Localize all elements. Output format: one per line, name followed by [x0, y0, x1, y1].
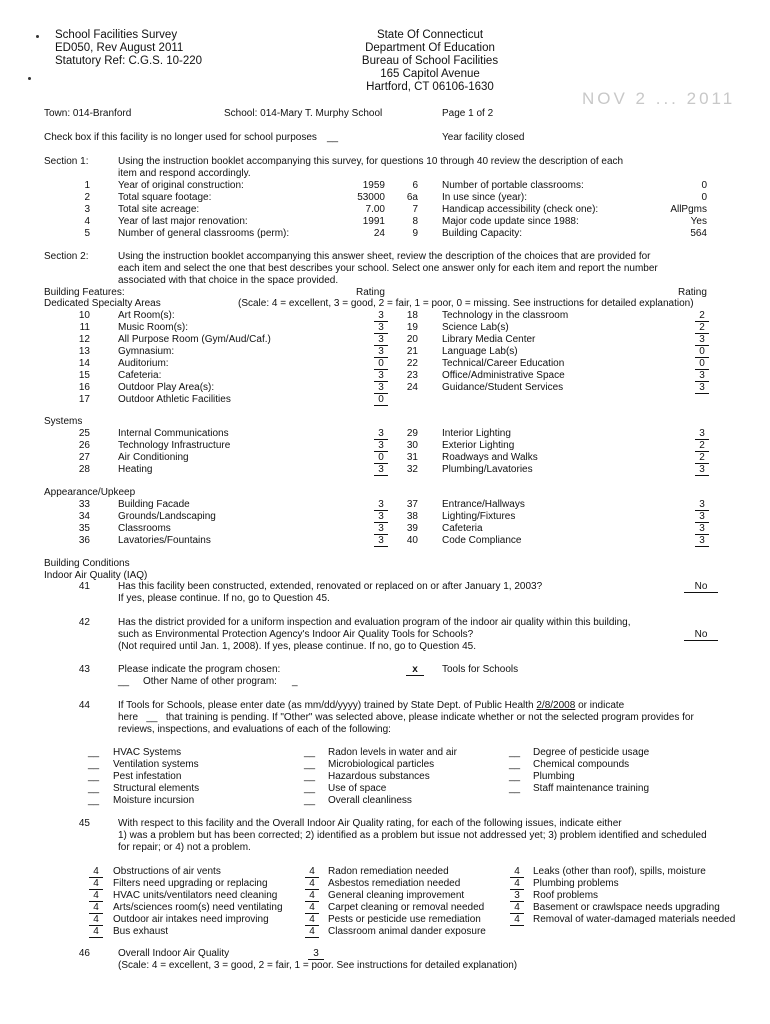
issue-label: Filters need upgrading or replacing: [113, 878, 268, 889]
item-label: Interior Lighting: [442, 428, 511, 439]
item-label: Air Conditioning: [118, 452, 189, 463]
item-value: 24: [373, 228, 385, 239]
q46-scale: (Scale: 4 = excellent, 3 = good, 2 = fair, 1 = poor. See instructions for detailed explanation): [118, 960, 518, 971]
question-number: 43: [78, 664, 90, 675]
item-number: 34: [78, 511, 90, 522]
item-label: Cafeteria:: [118, 370, 162, 381]
question-number: 44: [78, 700, 90, 711]
checklist-checkbox[interactable]: __: [88, 783, 100, 794]
item-number: 28: [78, 464, 90, 475]
issue-rating[interactable]: 4: [89, 890, 103, 902]
item-label: Roadways and Walks: [442, 452, 538, 463]
item-number: 40: [406, 535, 418, 546]
bureau-name: Bureau of School Facilities: [361, 55, 499, 67]
item-value: 7.00: [365, 204, 385, 215]
item-number: 1: [84, 180, 90, 191]
rating-value[interactable]: 3: [695, 523, 709, 535]
rating-value[interactable]: 0: [374, 452, 388, 464]
item-label: Outdoor Play Area(s):: [118, 382, 215, 393]
issue-rating[interactable]: 4: [89, 914, 103, 926]
checklist-checkbox[interactable]: __: [304, 771, 316, 782]
item-label: Number of general classrooms (perm):: [118, 228, 290, 239]
checklist-item-label: Radon levels in water and air: [328, 747, 457, 758]
rating-value[interactable]: 3: [374, 440, 388, 452]
item-number: 26: [78, 440, 90, 451]
item-number: 15: [78, 370, 90, 381]
appearance-heading: Appearance/Upkeep: [44, 487, 136, 498]
other-program-label: Other Name of other program:: [143, 676, 277, 687]
rating-value[interactable]: 3: [374, 511, 388, 523]
checklist-item-label: Microbiological particles: [328, 759, 435, 770]
item-number: 11: [79, 322, 90, 333]
rating-value[interactable]: 3: [695, 370, 709, 382]
scan-dot: [28, 77, 31, 80]
rating-value[interactable]: 3: [374, 464, 388, 476]
item-number: 22: [406, 358, 418, 369]
q44-pending-text: that training is pending. If "Other" was selected above, please indicate whether or not the selected program provides for: [165, 712, 694, 723]
item-number: 10: [78, 310, 90, 321]
rating-value[interactable]: 0: [374, 358, 388, 370]
form-title: School Facilities Survey: [55, 29, 178, 41]
checklist-item-label: Plumbing: [533, 771, 575, 782]
item-number: 29: [406, 428, 418, 439]
issue-rating[interactable]: 4: [89, 878, 103, 890]
section2-label: Section 2:: [44, 251, 89, 262]
rating-value[interactable]: 0: [374, 394, 388, 406]
building-conditions-heading: Building Conditions: [44, 558, 130, 569]
issue-rating[interactable]: 4: [305, 890, 319, 902]
rating-value[interactable]: 3: [374, 382, 388, 394]
no-longer-used-label: Check box if this facility is no longer used for school purposes: [44, 132, 317, 143]
question-number: 42: [78, 617, 90, 628]
item-label: Entrance/Hallways: [442, 499, 525, 510]
rating-value[interactable]: 2: [695, 452, 709, 464]
q45-text-3: for repair; or 4) not a problem.: [118, 842, 251, 853]
item-number: 13: [78, 346, 90, 357]
question-number: 45: [78, 818, 90, 829]
issue-rating[interactable]: 4: [89, 902, 103, 914]
issue-label: Plumbing problems: [533, 878, 619, 889]
address-city: Hartford, CT 06106-1630: [366, 81, 494, 93]
q44-text-3: reviews, inspections, and evaluations of each of the following:: [118, 724, 391, 735]
checklist-checkbox[interactable]: __: [304, 747, 316, 758]
item-label: Language Lab(s): [442, 346, 518, 357]
item-number: 9: [412, 228, 418, 239]
rating-value[interactable]: 2: [695, 440, 709, 452]
state-name: State Of Connecticut: [376, 29, 484, 41]
item-label: Building Capacity:: [442, 228, 523, 239]
item-number: 3: [84, 204, 90, 215]
item-number: 27: [78, 452, 90, 463]
systems-heading: Systems: [44, 416, 83, 427]
item-number: 24: [406, 382, 418, 393]
rating-value[interactable]: 3: [695, 511, 709, 523]
building-features-heading: Building Features:: [44, 287, 125, 298]
rating-value[interactable]: 3: [374, 535, 388, 547]
address-street: 165 Capitol Avenue: [380, 68, 480, 80]
rating-value[interactable]: 3: [374, 428, 388, 440]
issue-rating[interactable]: 4: [89, 866, 103, 878]
item-number: 19: [406, 322, 418, 333]
item-label: In use since (year):: [442, 192, 528, 203]
item-label: Code Compliance: [442, 535, 522, 546]
rating-scale: (Scale: 4 = excellent, 3 = good, 2 = fair, 1 = poor, 0 = missing. See instructions for detailed explanation): [238, 298, 694, 309]
issue-label: Asbestos remediation needed: [328, 878, 461, 889]
q45-text: With respect to this facility and the Overall Indoor Air Quality rating, for each of the following issues, indicate either: [118, 818, 622, 829]
item-label: Number of portable classrooms:: [442, 180, 584, 191]
issue-label: HVAC units/ventilators need cleaning: [113, 890, 278, 901]
q44-text-a: If Tools for Schools, please enter date (as mm/dd/yyyy) trained by State Dept. of Public Health: [118, 700, 534, 711]
tools-for-schools-checkbox[interactable]: x: [406, 664, 424, 676]
item-label: Music Room(s):: [118, 322, 189, 333]
rating-value[interactable]: 3: [374, 322, 388, 334]
issue-label: Carpet cleaning or removal needed: [328, 902, 485, 913]
item-value: 564: [690, 228, 707, 239]
checklist-checkbox[interactable]: __: [88, 747, 100, 758]
issue-rating[interactable]: 4: [305, 902, 319, 914]
item-value: 0: [701, 180, 707, 191]
rating-value[interactable]: 3: [695, 428, 709, 440]
item-number: 25: [78, 428, 90, 439]
item-number: 33: [78, 499, 90, 510]
rating-value[interactable]: 3: [695, 382, 709, 394]
item-label: Technology Infrastructure: [118, 440, 231, 451]
department-name: Department Of Education: [365, 42, 495, 54]
item-number: 17: [78, 394, 90, 405]
item-number: 38: [406, 511, 418, 522]
issue-rating[interactable]: 4: [305, 926, 319, 938]
item-label: Art Room(s):: [118, 310, 175, 321]
item-number: 8: [412, 216, 418, 227]
checklist-item-label: Hazardous substances: [328, 771, 430, 782]
scan-dot: [36, 35, 39, 38]
item-number: 31: [406, 452, 418, 463]
item-number: 6: [412, 180, 418, 191]
item-label: Guidance/Student Services: [442, 382, 564, 393]
q44-text: [118, 700, 624, 712]
rating-value[interactable]: 2: [695, 310, 709, 322]
checklist-item-label: Structural elements: [113, 783, 200, 794]
issue-label: Leaks (other than roof), spills, moisture: [533, 866, 706, 877]
statutory-ref: Statutory Ref: C.G.S. 10-220: [55, 55, 203, 67]
rating-value[interactable]: 0: [695, 358, 709, 370]
item-label: Exterior Lighting: [442, 440, 515, 451]
issue-label: Classroom animal dander exposure: [328, 926, 486, 937]
item-label: Total site acreage:: [118, 204, 200, 215]
issue-label: General cleaning improvement: [328, 890, 465, 901]
issue-rating[interactable]: 4: [510, 878, 524, 890]
item-label: Internal Communications: [118, 428, 229, 439]
no-longer-used-checkbox[interactable]: __: [327, 132, 339, 143]
checklist-item-label: Use of space: [328, 783, 387, 794]
item-label: Library Media Center: [442, 334, 536, 345]
q44-here: here: [118, 712, 139, 723]
issue-label: Radon remediation needed: [328, 866, 449, 877]
q45-text-2: 1) was a problem but has been corrected; 2) identified as a problem but issue not addressed yet; 3) problem identified and scheduled: [118, 830, 707, 841]
q41-text: Has this facility been constructed, extended, renovated or replaced on or after January 1, 2003?: [118, 581, 543, 592]
item-label: Cafeteria: [442, 523, 483, 534]
checklist-item-label: Moisture incursion: [113, 795, 195, 806]
issue-label: Removal of water-damaged materials needed: [533, 914, 736, 925]
item-label: Technology in the classroom: [442, 310, 569, 321]
item-value: 1959: [362, 180, 385, 191]
q42-instruction: (Not required until Jan. 1, 2008). If yes, please continue. If no, go to Question 45.: [118, 641, 476, 652]
item-number: 14: [78, 358, 90, 369]
q46-answer[interactable]: 3: [308, 948, 324, 960]
issue-rating[interactable]: 4: [510, 902, 524, 914]
q44-text-b: or indicate: [578, 700, 625, 711]
checklist-checkbox[interactable]: __: [88, 771, 100, 782]
other-program-name[interactable]: _: [292, 676, 298, 687]
item-label: Plumbing/Lavatories: [442, 464, 533, 475]
item-label: Lavatories/Fountains: [118, 535, 211, 546]
issue-rating[interactable]: 4: [89, 926, 103, 938]
checklist-checkbox[interactable]: __: [509, 747, 521, 758]
checklist-item-label: Pest infestation: [113, 771, 182, 782]
form-revision: ED050, Rev August 2011: [55, 42, 184, 54]
iaq-heading: Indoor Air Quality (IAQ): [44, 570, 148, 581]
item-number: 23: [406, 370, 418, 381]
issue-label: Roof problems: [533, 890, 599, 901]
item-number: 32: [406, 464, 418, 475]
issue-label: Arts/sciences room(s) need ventilating: [113, 902, 283, 913]
item-label: Total square footage:: [118, 192, 212, 203]
issue-rating[interactable]: 4: [305, 914, 319, 926]
item-number: 36: [78, 535, 90, 546]
rating-value[interactable]: 3: [374, 310, 388, 322]
rating-value[interactable]: 3: [374, 523, 388, 535]
item-number: 35: [78, 523, 90, 534]
section1-label: Section 1:: [44, 156, 89, 167]
issue-label: Pests or pesticide use remediation: [328, 914, 481, 925]
checklist-item-label: Overall cleanliness: [328, 795, 412, 806]
item-label: Technical/Career Education: [442, 358, 565, 369]
checklist-checkbox[interactable]: __: [304, 795, 316, 806]
item-number: 6a: [406, 192, 418, 203]
checklist-item-label: Chemical compounds: [533, 759, 630, 770]
item-label: Gymnasium:: [118, 346, 175, 357]
item-number: 16: [78, 382, 90, 393]
year-closed-label: Year facility closed: [442, 132, 525, 143]
item-label: Outdoor Athletic Facilities: [118, 394, 231, 405]
other-program-checkbox[interactable]: __: [118, 676, 130, 687]
item-number: 37: [406, 499, 418, 510]
item-label: Grounds/Landscaping: [118, 511, 216, 522]
rating-value[interactable]: 3: [695, 334, 709, 346]
q44-training-date[interactable]: 2/8/2008: [536, 700, 576, 711]
section2-intro: Using the instruction booklet accompanying this answer sheet, review the description of the choices that are provided for each item and select the one that best describes your school. Select one answer only for each item and report the number associated with that choice in the space provided.: [118, 251, 658, 286]
checklist-checkbox[interactable]: __: [88, 795, 100, 806]
item-value: Yes: [690, 216, 707, 227]
item-number: 5: [84, 228, 90, 239]
checklist-item-label: Staff maintenance training: [533, 783, 650, 794]
checklist-checkbox[interactable]: __: [509, 783, 521, 794]
checklist-item-label: Ventilation systems: [113, 759, 199, 770]
q44-text-2: [118, 712, 694, 724]
item-label: Classrooms: [118, 523, 171, 534]
rating-value[interactable]: 3: [695, 535, 709, 547]
rating-value[interactable]: 3: [695, 499, 709, 511]
rating-value[interactable]: 3: [374, 370, 388, 382]
item-number: 2: [84, 192, 90, 203]
item-number: 12: [78, 334, 90, 345]
rating-value[interactable]: 3: [695, 464, 709, 476]
item-number: 4: [84, 216, 90, 227]
issue-rating[interactable]: 4: [510, 914, 524, 926]
item-number: 18: [406, 310, 418, 321]
checklist-item-label: Degree of pesticide usage: [533, 747, 650, 758]
item-number: 30: [406, 440, 418, 451]
item-value: 1991: [362, 216, 385, 227]
rating-heading: Rating: [678, 287, 707, 298]
checklist-checkbox[interactable]: __: [304, 783, 316, 794]
checklist-item-label: HVAC Systems: [113, 747, 182, 758]
school-field: School: 014-Mary T. Murphy School: [224, 108, 383, 119]
q43-text: Please indicate the program chosen:: [118, 664, 281, 675]
checklist-checkbox[interactable]: __: [304, 759, 316, 770]
item-label: Handicap accessibility (check one):: [442, 204, 599, 215]
item-label: Office/Administrative Space: [442, 370, 565, 381]
rating-value[interactable]: 3: [374, 346, 388, 358]
item-label: Lighting/Fixtures: [442, 511, 516, 522]
q41-instruction: If yes, please continue. If no, go to Question 45.: [118, 593, 330, 604]
item-label: Science Lab(s): [442, 322, 509, 333]
issue-rating[interactable]: 4: [305, 878, 319, 890]
q41-answer[interactable]: No: [684, 581, 718, 593]
checklist-checkbox[interactable]: __: [88, 759, 100, 770]
q42-answer[interactable]: No: [684, 629, 718, 641]
page-number: Page 1 of 2: [442, 108, 494, 119]
checklist-checkbox[interactable]: __: [509, 759, 521, 770]
issue-label: Outdoor air intakes need improving: [113, 914, 269, 925]
issue-label: Basement or crawlspace needs upgrading: [533, 902, 720, 913]
item-number: 39: [406, 523, 418, 534]
issue-label: Bus exhaust: [113, 926, 169, 937]
rating-value[interactable]: 0: [695, 346, 709, 358]
item-label: Year of original construction:: [118, 180, 244, 191]
item-number: 7: [412, 204, 418, 215]
item-number: 20: [406, 334, 418, 345]
question-number: 46: [78, 948, 90, 959]
tools-for-schools-label: Tools for Schools: [442, 664, 519, 675]
issue-label: Obstructions of air vents: [113, 866, 221, 877]
item-label: Building Facade: [118, 499, 190, 510]
training-pending-checkbox[interactable]: __: [146, 712, 158, 723]
received-stamp: NOV 2 ... 2011: [582, 89, 736, 108]
item-value: AllPgms: [670, 204, 707, 215]
dedicated-areas-heading: Dedicated Specialty Areas: [44, 298, 161, 309]
question-number: 41: [78, 581, 90, 592]
q42-text: Has the district provided for a uniform inspection and evaluation program of the indoor air quality within this building,: [118, 617, 631, 628]
item-label: Major code update since 1988:: [442, 216, 579, 227]
checklist-checkbox[interactable]: __: [509, 771, 521, 782]
rating-value[interactable]: 2: [695, 322, 709, 334]
item-label: Heating: [118, 464, 153, 475]
issue-rating[interactable]: 3: [510, 890, 524, 902]
rating-value[interactable]: 3: [374, 334, 388, 346]
issue-rating[interactable]: 4: [305, 866, 319, 878]
section1-intro: Using the instruction booklet accompanying this survey, for questions 10 through 40 review the description of each item and respond accordingly.: [118, 156, 624, 179]
town-field: Town: 014-Branford: [44, 108, 132, 119]
rating-heading: Rating: [356, 287, 385, 298]
item-label: Auditorium:: [118, 358, 169, 369]
item-value: 0: [701, 192, 707, 203]
item-label: Year of last major renovation:: [118, 216, 248, 227]
item-value: 53000: [357, 192, 385, 203]
issue-rating[interactable]: 4: [510, 866, 524, 878]
item-label: All Purpose Room (Gym/Aud/Caf.): [118, 334, 271, 345]
item-number: 21: [406, 346, 418, 357]
q42-text-2: such as Environmental Protection Agency's Indoor Air Quality Tools for Schools?: [118, 629, 474, 640]
q46-text: Overall Indoor Air Quality: [118, 948, 230, 959]
rating-value[interactable]: 3: [374, 499, 388, 511]
